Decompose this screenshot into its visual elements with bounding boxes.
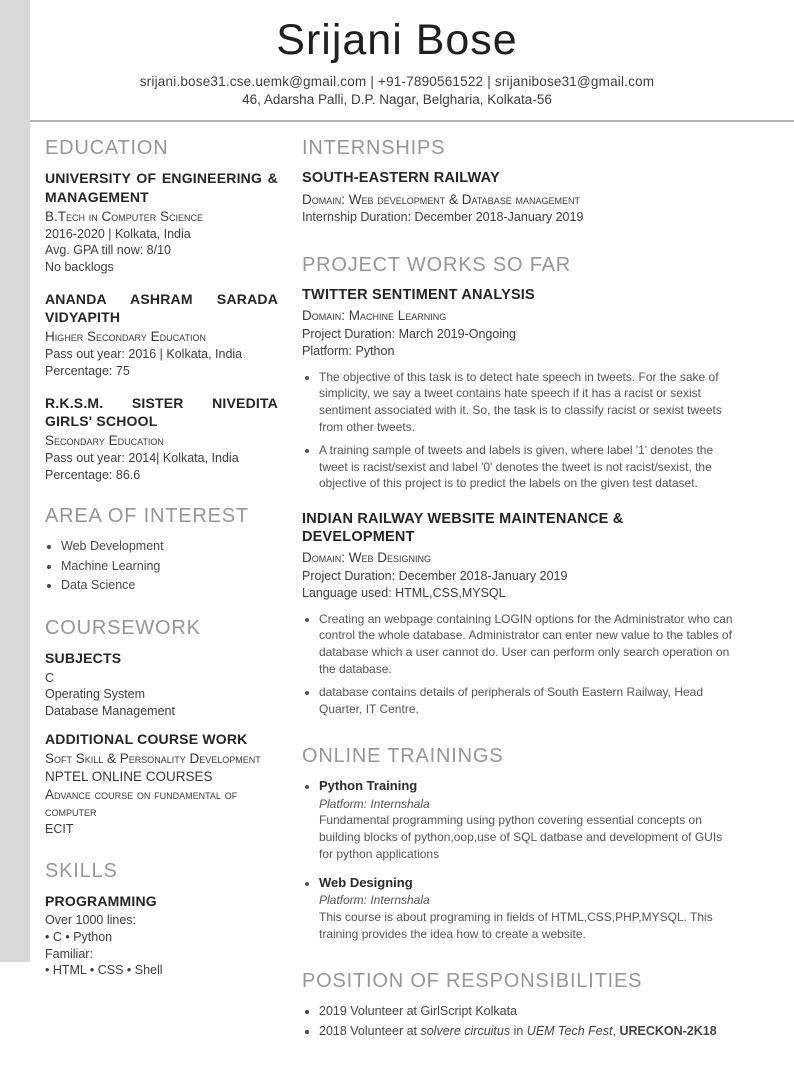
education-entry bbox=[45, 290, 278, 380]
training-name: • Python Training bbox=[319, 778, 418, 794]
school-name: UNIVERSITY OF ENGINEERING & MANAGEMENT bbox=[45, 170, 278, 205]
degree-line: Secondary Education bbox=[45, 432, 164, 448]
section-internships bbox=[302, 137, 738, 226]
education-entry bbox=[45, 169, 278, 275]
section-area-of-interest bbox=[45, 505, 278, 595]
project-bullet: • database contains details of peripherals of South Eastern Railway, Head Quarter, IT Centre. bbox=[319, 684, 738, 718]
education-detail: 2016-2020 | Kolkata, India bbox=[45, 226, 191, 241]
skills-line: • C • Python bbox=[45, 929, 113, 944]
interest-item: • Web Development bbox=[61, 537, 278, 556]
training-name: • Web Designing bbox=[319, 874, 413, 890]
training-description: This course is about programing in fields of HTML,CSS,PHP,MYSQL. This training provides the idea how to create a website. bbox=[319, 909, 713, 941]
internship-duration: Internship Duration: December 2018-January 2019 bbox=[302, 209, 584, 224]
section-title-coursework: COURSEWORK bbox=[45, 617, 201, 640]
position-text: in bbox=[510, 1023, 527, 1038]
project-platform: Platform: Python bbox=[302, 344, 395, 359]
education-detail: Pass out year: 2016 | Kolkata, India bbox=[45, 347, 243, 362]
section-online-trainings bbox=[302, 745, 738, 942]
position-text-bold: URECKON-2K18 bbox=[619, 1023, 717, 1038]
skills-line: Familiar: bbox=[45, 946, 93, 961]
subject-item: Database Management bbox=[45, 704, 175, 719]
right-column bbox=[302, 137, 738, 1069]
training-entry bbox=[319, 874, 738, 943]
section-title-internships: INTERNSHIPS bbox=[302, 137, 446, 160]
training-entry bbox=[319, 777, 738, 862]
project-domain: Domain: Web Designing bbox=[302, 550, 432, 566]
position-text: 2018 Volunteer at bbox=[319, 1023, 421, 1038]
skills-line: • HTML • CSS • Shell bbox=[45, 963, 163, 978]
project-duration: Project Duration: March 2019-Ongoing bbox=[302, 326, 517, 341]
section-title-interests: AREA OF INTEREST bbox=[45, 505, 249, 528]
degree-line: Higher Secondary Education bbox=[45, 329, 206, 345]
section-title-positions: POSITION OF RESPONSIBILITIES bbox=[302, 970, 643, 993]
project-name: TWITTER SENTIMENT ANALYSIS bbox=[302, 287, 535, 304]
position-item: • 2019 Volunteer at GirlScript Kolkata bbox=[319, 1002, 738, 1021]
project-domain: Domain: Machine Learning bbox=[302, 308, 447, 324]
interest-item: • Data Science bbox=[61, 576, 278, 595]
section-positions bbox=[302, 970, 738, 1041]
section-skills bbox=[45, 860, 278, 979]
education-detail: No backlogs bbox=[45, 260, 114, 275]
education-detail: Percentage: 75 bbox=[45, 363, 130, 378]
project-language: Language used: HTML,CSS,MYSQL bbox=[302, 586, 506, 601]
project-entry bbox=[302, 510, 738, 717]
left-column bbox=[45, 137, 278, 1069]
resume-header bbox=[0, 0, 794, 107]
position-list bbox=[319, 1002, 738, 1041]
left-accent-stripe bbox=[0, 0, 30, 962]
content-columns bbox=[0, 122, 794, 1069]
subject-item: C bbox=[45, 670, 55, 685]
training-description: Fundamental programming using python covering essential concepts on building blocks of python,oop,use of SQL datbase and development of GUIs for python applications bbox=[319, 813, 723, 862]
section-title-trainings: ONLINE TRAININGS bbox=[302, 745, 504, 768]
contact-line: srijani.bose31.cse.uemk@gmail.com | +91-7890561522 | srijanibose31@gmail.com bbox=[139, 74, 655, 90]
education-detail: Avg. GPA till now: 8/10 bbox=[45, 243, 171, 258]
project-duration: Project Duration: December 2018-January 2019 bbox=[302, 568, 568, 583]
project-bullet: • Creating an webpage containing LOGIN options for the Administrator who can control the whole database. Administrator can enter new value to the tables of database which a user cannot do. User can perform only search operation on the database. bbox=[319, 611, 738, 678]
section-title-education: EDUCATION bbox=[45, 137, 169, 160]
additional-course-item: Advance course on fundamental of computer bbox=[45, 786, 238, 820]
interest-item: • Machine Learning bbox=[61, 557, 278, 576]
degree-line: B.Tech in Computer Science bbox=[45, 208, 204, 224]
project-entry bbox=[302, 286, 738, 492]
section-education bbox=[45, 137, 278, 483]
training-platform: Platform: Internshala bbox=[319, 893, 430, 908]
position-text-italic: UEM Tech Fest bbox=[526, 1023, 613, 1038]
project-name: INDIAN RAILWAY WEBSITE MAINTENANCE & DEVELOPMENT bbox=[302, 511, 624, 546]
position-text-italic: solvere circuitus bbox=[420, 1023, 511, 1038]
education-entry bbox=[45, 394, 278, 484]
additional-course-item: NPTEL ONLINE COURSES bbox=[45, 768, 213, 784]
interest-list bbox=[61, 537, 278, 595]
position-item bbox=[319, 1022, 738, 1041]
subjects-heading: SUBJECTS bbox=[45, 650, 122, 667]
education-detail: Pass out year: 2014| Kolkata, India bbox=[45, 450, 239, 465]
section-coursework bbox=[45, 617, 278, 838]
additional-coursework-heading: ADDITIONAL COURSE WORK bbox=[45, 730, 248, 747]
internship-name: SOUTH-EASTERN RAILWAY bbox=[302, 170, 500, 187]
skills-line: Over 1000 lines: bbox=[45, 913, 137, 928]
education-detail: Percentage: 86.6 bbox=[45, 467, 141, 482]
school-name: ANANDA ASHRAM SARADA VIDYAPITH bbox=[45, 290, 278, 326]
training-list bbox=[319, 777, 738, 942]
project-bullet-list bbox=[319, 611, 738, 718]
position-text: , bbox=[612, 1023, 620, 1038]
programming-heading: PROGRAMMING bbox=[45, 893, 157, 909]
section-title-skills: SKILLS bbox=[45, 860, 118, 882]
training-platform: Platform: Internshala bbox=[319, 796, 430, 811]
school-name: R.K.S.M. SISTER NIVEDITA GIRLS' SCHOOL bbox=[45, 394, 278, 429]
section-title-projects: PROJECT WORKS SO FAR bbox=[302, 254, 571, 277]
subject-item: Operating System bbox=[45, 687, 146, 702]
project-bullet: • The objective of this task is to detect hate speech in tweets. For the sake of simplicity, we say a tweet contains hate speech if it has a racist or sexist sentiment associated with it. So, the task is to classify racist or sexist tweets from other tweets. bbox=[319, 369, 738, 436]
additional-course-item: ECIT bbox=[45, 822, 74, 837]
address-line: 46, Adarsha Palli, D.P. Nagar, Belgharia, Kolkata-56 bbox=[242, 92, 552, 108]
project-bullet-list bbox=[319, 369, 738, 493]
internship-domain: Domain: Web development & Database management bbox=[302, 191, 580, 207]
candidate-name: Srijani Bose bbox=[276, 16, 518, 64]
additional-course-item: Soft Skill & Personality Development bbox=[45, 751, 261, 766]
project-bullet: • A training sample of tweets and labels is given, where label '1' denotes the tweet is racist/sexist and label '0' denotes the tweet is not racist/sexist, the objective of this project is to predict the labels on the given test dataset. bbox=[319, 442, 738, 492]
section-projects bbox=[302, 254, 738, 717]
